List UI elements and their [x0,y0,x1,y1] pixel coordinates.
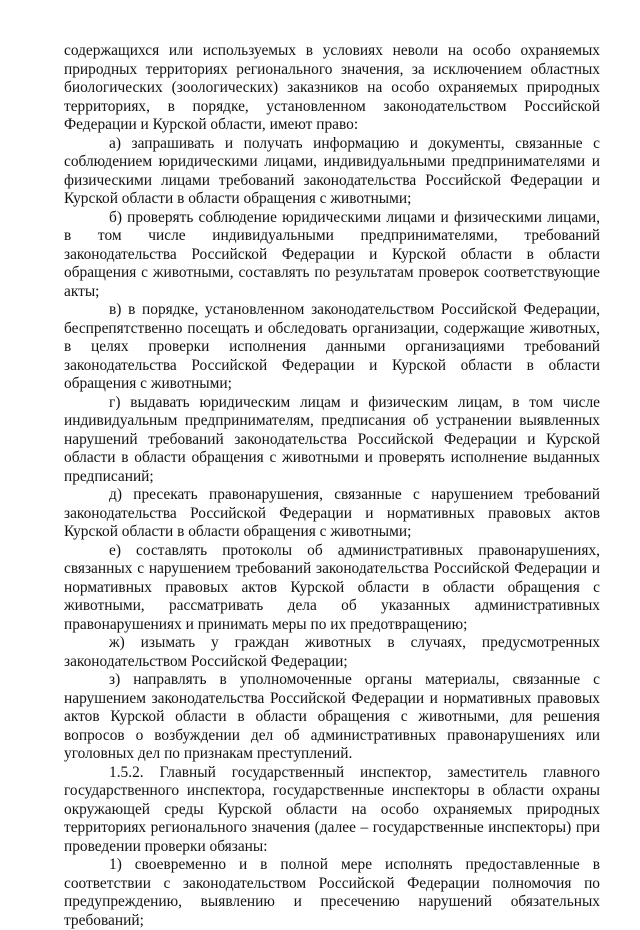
paragraph-section-1-5-2: 1.5.2. Главный государственный инспектор, заместитель главного государственного инспектора, государственные инспекторы в области охраны окружающей среды Курской области на особо охраняемых природных территориях регионального значения (далее – государственные инспекторы) при проведении проверки обязаны: [64,763,600,855]
paragraph-item-v: в) в порядке, установленном законодательством Российской Федерации, беспрепятственно посещать и обследовать организации, содержащие животных, в целях проверки исполнения данными организациями требований законодательства Российской Федерации и Курской области в области обращения с животными; [64,301,600,392]
paragraph-item-zh: ж) изымать у граждан животных в случаях, предусмотренных законодательством Российской Федерации; [64,634,600,670]
paragraph-item-1: 1) своевременно и в полной мере исполнять предоставленные в соответствии с законодательством Российской Федерации полномочия по предупреждению, выявлению и пресечению нарушений обязательных требований; [64,856,600,929]
paragraph-item-z: з) направлять в уполномоченные органы материалы, связанные с нарушением законодательства Российской Федерации и нормативных правовых актов Курской области в области обращения с животными, для решения вопросов о возбуждении дел об административных правонарушениях или уголовных дел по признакам преступлений. [64,671,600,762]
paragraph-item-b: б) проверять соблюдение юридическими лицами и физическими лицами, в том числе индивидуальными предпринимателями, требований законодательства Российской Федерации и Курской области в области обращения с животными, составлять по результатам проверок соответствующие акты; [64,208,600,300]
document-page [64,42,600,930]
paragraph-item-a: а) запрашивать и получать информацию и документы, связанные с соблюдением юридическими лицами, индивидуальными предпринимателями и физическими лицами требований законодательства Российской Федерации и Курской области в области обращения с животными; [64,134,600,207]
paragraph-item-d: д) пресекать правонарушения, связанные с нарушением требований законодательства Российской Федерации и нормативных правовых актов Курской области в области обращения с животными; [64,486,600,540]
paragraph-intro: содержащихся или используемых в условиях неволи на особо охраняемых природных территориях регионального значения, за исключением областных биологических (зоологических) заказников на особо охраняемых природных территориях, в порядке, установленном законодательством Российской Федерации и Курской области, имеют право: [64,42,600,133]
paragraph-item-e: е) составлять протоколы об административных правонарушениях, связанных с нарушением требований законодательства Российской Федерации и нормативных правовых актов Курской области в области обращения с животными, рассматривать дела об указанных административных правонарушениях и принимать меры по их предотвращению; [64,541,600,633]
paragraph-item-g: г) выдавать юридическим лицам и физическим лицам, в том числе индивидуальным предпринимателям, предписания об устранении выявленных нарушений требований законодательства Российской Федерации и Курской области в области обращения с животными и проверять исполнение выданных предписаний; [64,393,600,485]
